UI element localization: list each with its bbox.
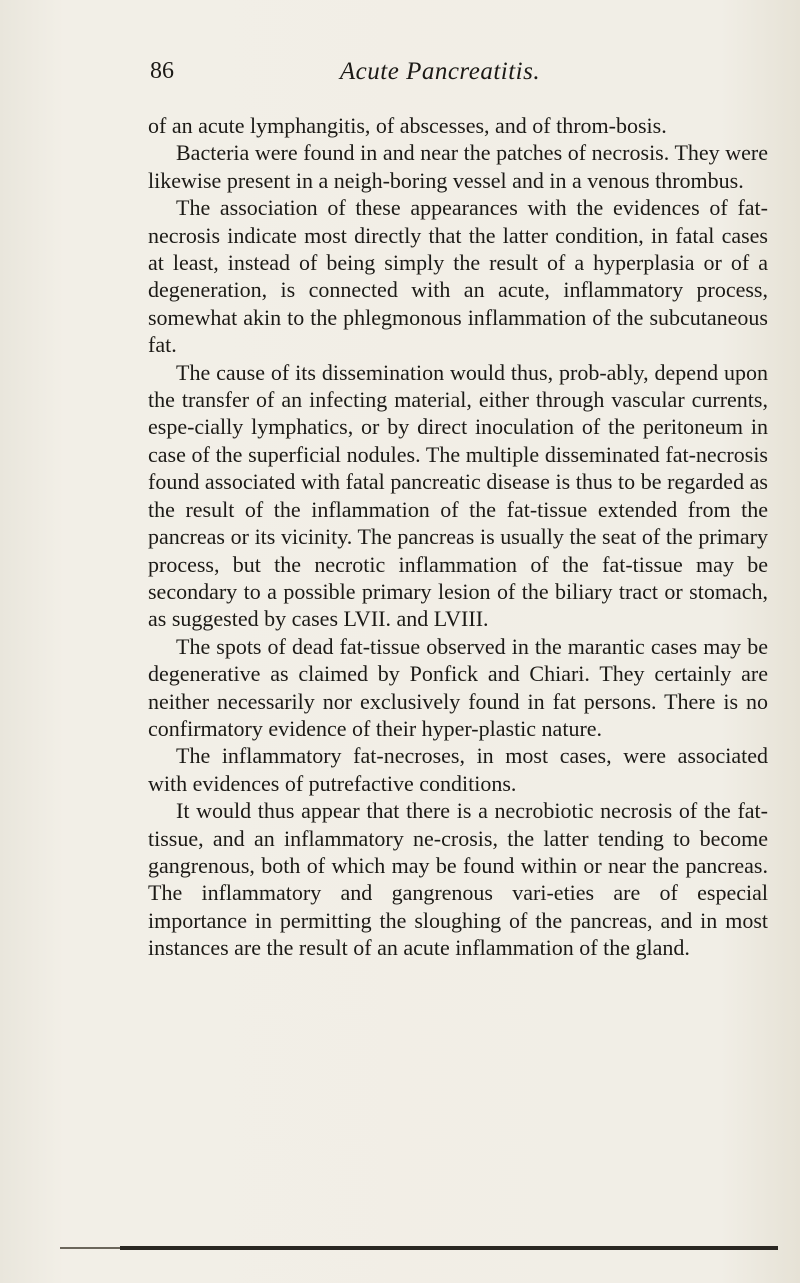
paragraph: The association of these appearances with the evidences of fat-necrosis indicate most directly that the latter condition, in fatal cases at least, instead of being simply the result of a hyperplasia or of a degeneration, is connected with an acute, inflammatory process, somewhat akin to the phlegmonous inflammation of the subcutaneous fat. <box>148 195 768 358</box>
body-text <box>148 112 768 962</box>
paragraph: It would thus appear that there is a necrobiotic necrosis of the fat-tissue, and an inflammatory ne-crosis, the latter tending to become gangrenous, both of which may be found within or near the pancreas. The inflammatory and gangrenous vari-eties are of especial importance in permitting the sloughing of the pancreas, and in most instances are the result of an acute inflammation of the gland. <box>148 798 768 961</box>
paragraph-continued: of an acute lymphangitis, of abscesses, and of throm-bosis. <box>148 113 667 138</box>
paragraph: The inflammatory fat-necroses, in most cases, were associated with evidences of putrefactive conditions. <box>148 743 768 796</box>
running-title: Acute Pancreatitis. <box>339 58 541 85</box>
page-edge-mark <box>60 1247 120 1249</box>
paragraph: Bacteria were found in and near the patches of necrosis. They were likewise present in a neigh-boring vessel and in a venous thrombus. <box>148 140 768 193</box>
paragraph: The cause of its dissemination would thus, prob-ably, depend upon the transfer of an infecting material, either through vascular currents, espe-cially lymphatics, or by direct inoculation of the peritoneum in case of the superficial nodules. The multiple disseminated fat-necrosis found associated with fatal pancreatic disease is thus to be regarded as the result of the inflammation of the fat-tissue extended from the pancreas or its vicinity. The pancreas is usually the seat of the primary process, but the necrotic inflammation of the fat-tissue may be secondary to a possible primary lesion of the biliary tract or stomach, as suggested by cases LVII. and LVIII. <box>148 359 768 632</box>
page-number: 86 <box>150 58 174 84</box>
bottom-rule <box>120 1246 778 1250</box>
page-header <box>150 58 770 94</box>
paragraph: The spots of dead fat-tissue observed in the marantic cases may be degenerative as claimed by Ponfick and Chiari. They certainly are neither necessarily nor exclusively found in fat persons. There is no confirmatory evidence of their hyper-plastic nature. <box>148 633 768 741</box>
